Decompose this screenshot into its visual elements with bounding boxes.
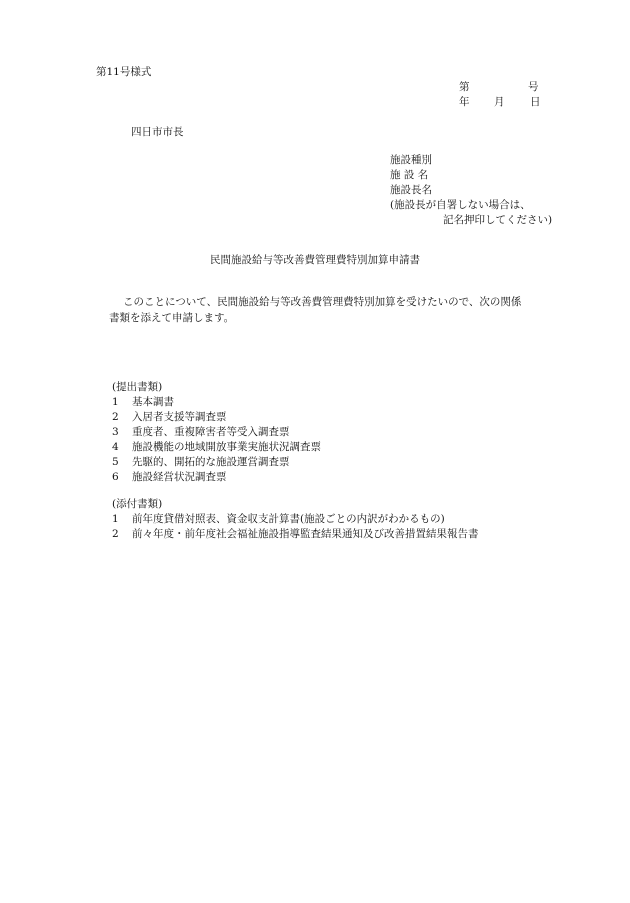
body-line-2: 書類を添えて申請します。 — [109, 312, 235, 324]
date-day-label: 日 — [530, 96, 541, 108]
list-item-text: 重度者、重複障害者等受入調査票 — [132, 426, 290, 438]
list-item — [112, 440, 321, 455]
list-item-text: 施設経営状況調査票 — [132, 471, 227, 483]
list-item — [112, 470, 321, 485]
document-title: 民間施設給与等改善費管理費特別加算申請書 — [210, 254, 420, 266]
body-paragraph — [109, 294, 521, 326]
body-line-1: このことについて、民間施設給与等改善費管理費特別加算を受けたいので、次の関係 — [123, 296, 522, 308]
addressee: 四日市市長 — [131, 126, 184, 138]
list-item-number: 1 — [112, 513, 119, 525]
list-item — [112, 395, 321, 410]
attached-documents-heading: (添付書類) — [112, 498, 163, 510]
date-month-label: 月 — [494, 96, 505, 108]
list-item-text: 前々年度・前年度社会福祉施設指導監査結果通知及び改善措置結果報告書 — [132, 528, 479, 540]
submitted-documents-heading: (提出書類) — [112, 381, 163, 393]
list-item-number: 4 — [112, 441, 119, 453]
list-item — [112, 527, 479, 542]
list-item-text: 先駆的、開拓的な施設運営調査票 — [132, 456, 290, 468]
signature-note-line1: (施設長が自署しない場合は、 — [390, 199, 531, 211]
list-item-text: 基本調書 — [132, 396, 174, 408]
list-item-number: 5 — [112, 456, 119, 468]
facility-type-label: 施設種別 — [390, 154, 432, 166]
list-item-number: 3 — [112, 426, 119, 438]
submitted-documents-section — [112, 380, 321, 485]
list-item-text: 施設機能の地域開放事業実施状況調査票 — [132, 441, 321, 453]
list-item-text: 前年度貸借対照表、資金収支計算書(施設ごとの内訳がわかるもの) — [132, 513, 445, 525]
list-item-number: 2 — [112, 528, 119, 540]
date-year-label: 年 — [459, 96, 470, 108]
signature-note-line2: 記名押印してください) — [443, 214, 553, 226]
attached-documents-section — [112, 497, 479, 542]
director-name-label: 施設長名 — [390, 184, 432, 196]
list-item — [112, 512, 479, 527]
list-item-number: 2 — [112, 411, 119, 423]
list-item — [112, 455, 321, 470]
list-item — [112, 410, 321, 425]
list-item — [112, 425, 321, 440]
document-number-suffix: 号 — [528, 81, 539, 93]
list-item-number: 1 — [112, 396, 119, 408]
facility-name-label: 施 設 名 — [390, 169, 429, 181]
applicant-block — [390, 153, 552, 228]
list-item-text: 入居者支援等調査票 — [132, 411, 227, 423]
form-number: 第11号様式 — [96, 66, 152, 78]
document-number-prefix: 第 — [459, 81, 470, 93]
list-item-number: 6 — [112, 471, 119, 483]
